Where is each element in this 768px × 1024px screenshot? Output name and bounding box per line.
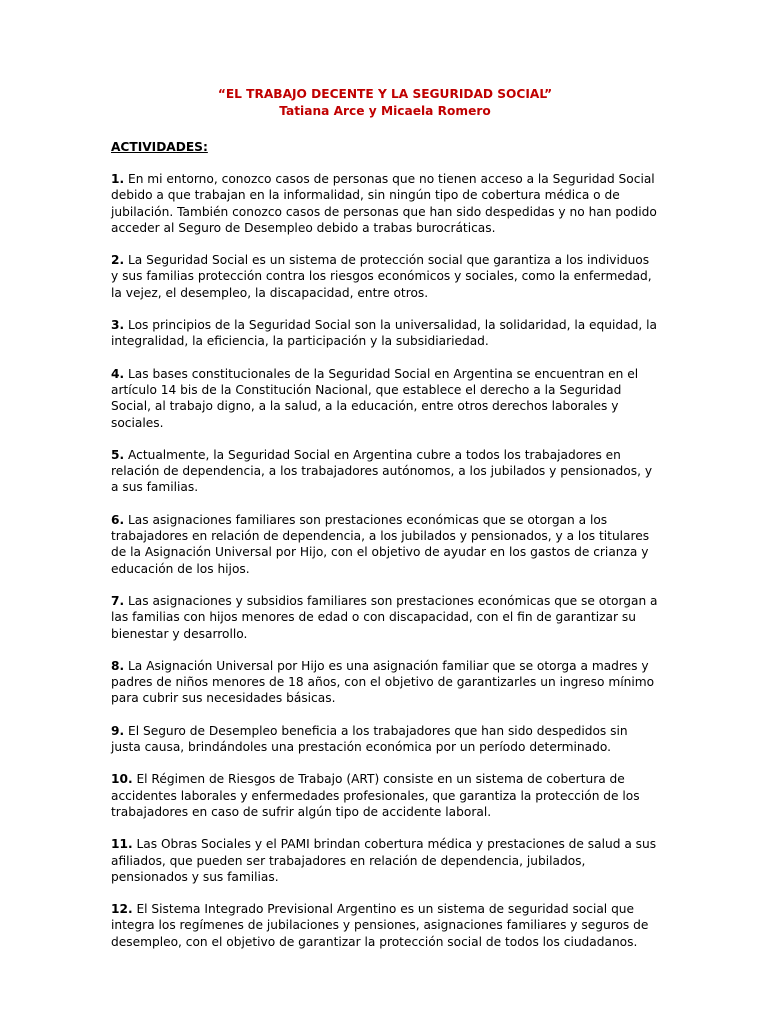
item-number: 3. (111, 318, 125, 333)
activity-item-6 (111, 512, 659, 577)
item-number: 12. (111, 902, 133, 917)
activity-item-1 (111, 171, 659, 236)
item-text: Las bases constitucionales de la Seguridad Social en Argentina se encuentran en el artículo 14 bis de la Constitución Nacional, que establece el derecho a la Seguridad Social, al trabajo digno, a la salud, a la educación, entre otros derechos laborales y sociales. (111, 366, 639, 430)
activity-item-11 (111, 836, 659, 885)
document-title-main: “EL TRABAJO DECENTE Y LA SEGURIDAD SOCIAL” (217, 87, 553, 101)
item-number: 2. (111, 253, 125, 268)
item-number: 1. (111, 172, 125, 186)
item-number: 10. (111, 772, 133, 787)
item-text: El Seguro de Desempleo beneficia a los trabajadores que han sido despedidos sin justa causa, brindándoles una prestación económica por un período determinado. (111, 723, 628, 755)
item-text: Las asignaciones familiares son prestaciones económicas que se otorgan a los trabajadores en relación de dependencia, a los jubilados y pensionados, y a los titulares de la Asignación Universal por Hijo, con el objetivo de ayudar en los gastos de crianza y educación de los hijos. (111, 512, 650, 576)
document-title (111, 86, 659, 120)
activity-item-12 (111, 901, 659, 950)
section-heading: ACTIVIDADES: (111, 140, 208, 154)
item-text: El Régimen de Riesgos de Trabajo (ART) consiste en un sistema de cobertura de accidentes laborales y enfermedades profesionales, que garantiza la protección de los trabajadores en caso de sufrir algún tipo de accidente laboral. (111, 772, 640, 819)
activity-item-3 (111, 317, 659, 350)
item-number: 5. (111, 447, 125, 462)
item-number: 9. (111, 723, 125, 738)
item-number: 7. (111, 593, 125, 608)
item-text: Actualmente, la Seguridad Social en Argentina cubre a todos los trabajadores en relación de dependencia, a los trabajadores autónomos, a los jubilados y pensionados, y a sus familias. (111, 447, 653, 495)
activity-item-8 (111, 658, 659, 707)
item-text: Las asignaciones y subsidios familiares son prestaciones económicas que se otorgan a las familias con hijos menores de edad o con discapacidad, con el fin de garantizar su bienestar y desarrollo. (111, 593, 658, 641)
item-number: 8. (111, 658, 125, 673)
activities-list (111, 171, 659, 950)
activity-item-10 (111, 771, 659, 820)
item-text: La Asignación Universal por Hijo es una asignación familiar que se otorga a madres y padres de niños menores de 18 años, con el objetivo de garantizarles un ingreso mínimo para cubrir sus necesidades básicas. (111, 658, 655, 706)
activity-item-5 (111, 447, 659, 496)
item-number: 4. (111, 366, 125, 381)
activity-item-9 (111, 723, 659, 756)
item-number: 6. (111, 512, 125, 527)
item-text: El Sistema Integrado Previsional Argentino es un sistema de seguridad social que integra los regímenes de jubilaciones y pensiones, asignaciones familiares y seguros de desempleo, con el objetivo de garantizar la protección social de todos los ciudadanos. (111, 902, 649, 949)
activity-item-4 (111, 366, 659, 431)
item-number: 11. (111, 837, 133, 852)
activity-item-2 (111, 252, 659, 301)
document-page (111, 86, 659, 950)
document-authors: Tatiana Arce y Micaela Romero (279, 104, 491, 118)
item-text: La Seguridad Social es un sistema de protección social que garantiza a los individuos y sus familias protección contra los riesgos económicos y sociales, como la enfermedad, la vejez, el desempleo, la discapacidad, entre otros. (111, 253, 652, 300)
item-text: Los principios de la Seguridad Social son la universalidad, la solidaridad, la equidad, la integralidad, la eficiencia, la participación y la subsidiariedad. (111, 318, 657, 349)
item-text: Las Obras Sociales y el PAMI brindan cobertura médica y prestaciones de salud a sus afiliados, que pueden ser trabajadores en relación de dependencia, jubilados, pensionados y sus familias. (111, 837, 657, 884)
activity-item-7 (111, 593, 659, 642)
item-text: En mi entorno, conozco casos de personas que no tienen acceso a la Seguridad Social debido a que trabajan en la informalidad, sin ningún tipo de cobertura médica o de jubilación. También conozco casos de personas que han sido despedidas y no han podido acceder al Seguro de Desempleo debido a trabas burocráticas. (111, 172, 657, 235)
